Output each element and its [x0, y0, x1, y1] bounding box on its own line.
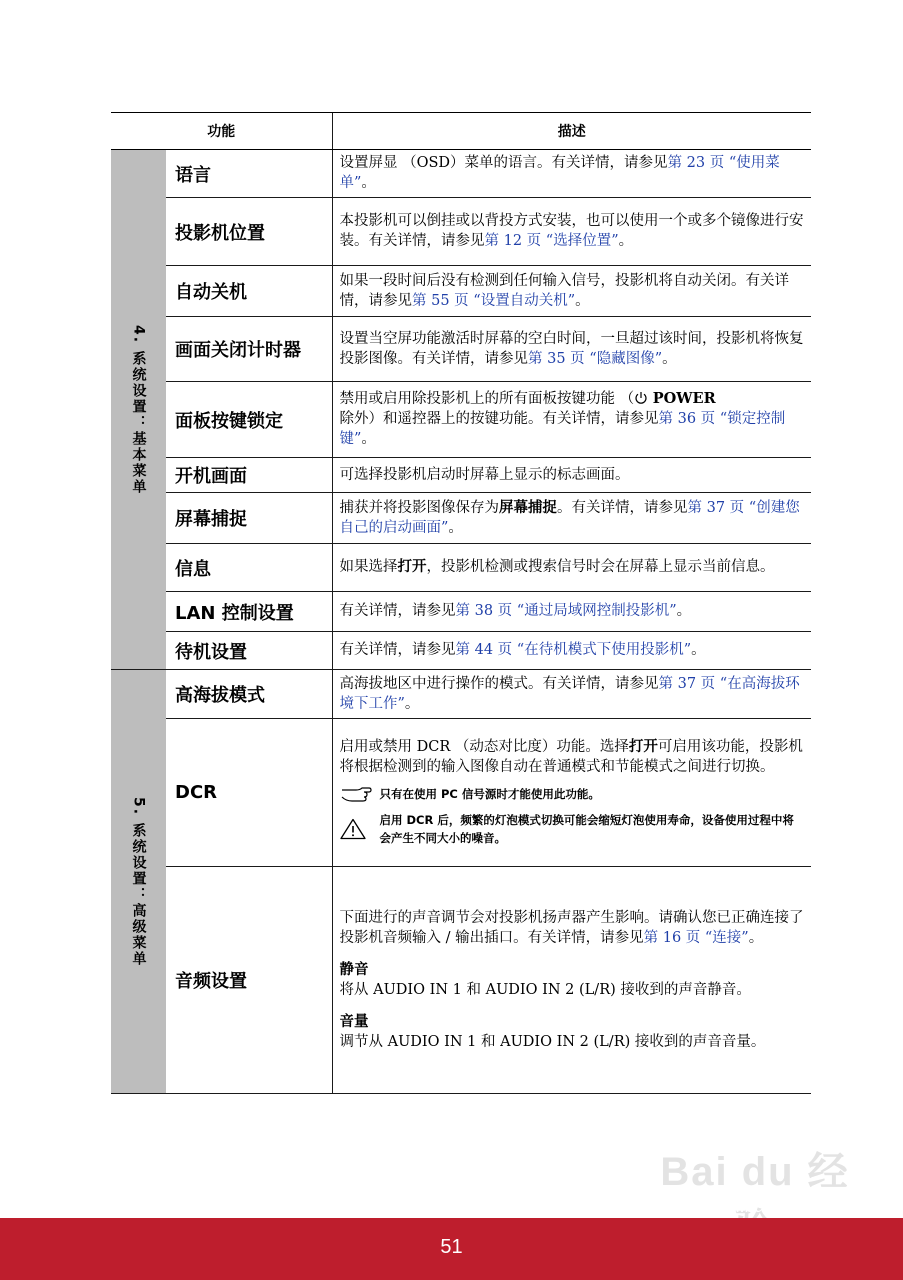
- row-description: 有关详情，请参见第 38 页 “通过局域网控制投影机”。: [332, 592, 811, 632]
- row-name: 屏幕捕捉: [166, 493, 332, 544]
- section-title: 4. 系统设置：基本菜单: [130, 324, 147, 495]
- mute-title: 静音: [339, 961, 369, 978]
- row-name: 画面关闭计时器: [166, 317, 332, 382]
- row-name: 面板按键锁定: [166, 382, 332, 458]
- table-row: [111, 670, 811, 719]
- row-name: 高海拔模式: [166, 670, 332, 719]
- settings-table: [111, 112, 811, 1094]
- watermark-url: jingyan.baidu.com: [682, 1196, 828, 1216]
- page-link[interactable]: 第 55 页 “设置自动关机”: [412, 292, 576, 309]
- watermark-url-wrap: [640, 1192, 870, 1217]
- row-description: 禁用或启用除投影机上的所有面板按键功能 （ POWER 除外）和遥控器上的按键功能。有关详情，请参见第 36 页 “锁定控制键”。: [332, 382, 811, 458]
- table-row: [111, 266, 811, 317]
- page-link[interactable]: 第 23 页 “使用菜单”: [339, 155, 780, 191]
- table-row: [111, 458, 811, 493]
- volume-text: 调节从 AUDIO IN 1 和 AUDIO IN 2 (L/R) 接收到的声音音量。: [339, 1033, 766, 1050]
- row-description: 可选择投影机启动时屏幕上显示的标志画面。: [332, 458, 811, 493]
- page-link[interactable]: 第 16 页 “连接”: [643, 929, 749, 946]
- table-row: [111, 719, 811, 867]
- section-advanced-menu: [111, 670, 166, 1094]
- table-row: [111, 317, 811, 382]
- header-description: 描述: [332, 113, 811, 150]
- row-description: 捕获并将投影图像保存为屏幕捕捉。有关详情，请参见第 37 页 “创建您自己的启动画面”。: [332, 493, 811, 544]
- warning-note: 启用 DCR 后，频繁的灯泡模式切换可能会缩短灯泡使用寿命，设备使用过程中将会产生不同大小的噪音。: [340, 811, 806, 847]
- row-name: 待机设置: [166, 632, 332, 670]
- page-link[interactable]: 第 12 页 “选择位置”: [484, 233, 619, 249]
- row-description: 有关详情，请参见第 44 页 “在待机模式下使用投影机”。: [332, 632, 811, 670]
- page-link[interactable]: 第 36 页 “锁定控制键”: [339, 411, 786, 447]
- table-row: [111, 867, 811, 1094]
- table-row: [111, 632, 811, 670]
- page-link[interactable]: 第 38 页 “通过局域网控制投影机”: [455, 603, 677, 619]
- row-name: 开机画面: [166, 458, 332, 493]
- table-row: [111, 150, 811, 198]
- section-title: 5. 系统设置：高级菜单: [130, 796, 147, 967]
- table-row: [111, 592, 811, 632]
- row-name: 信息: [166, 544, 332, 592]
- warning-icon: [340, 818, 380, 840]
- page-number: 51: [440, 1236, 463, 1258]
- mute-text: 将从 AUDIO IN 1 和 AUDIO IN 2 (L/R) 接收到的声音静音。: [339, 981, 751, 998]
- row-description: 设置屏显 （OSD）菜单的语言。有关详情，请参见第 23 页 “使用菜单”。: [332, 150, 811, 198]
- row-description: 高海拔地区中进行操作的模式。有关详情，请参见第 37 页 “在高海拔环境下工作”。: [332, 670, 811, 719]
- page-link[interactable]: 第 44 页 “在待机模式下使用投影机”: [455, 642, 692, 658]
- page-link[interactable]: 第 35 页 “隐藏图像”: [528, 350, 663, 367]
- pointing-hand-icon: [340, 785, 380, 803]
- note: 只有在使用 PC 信号源时才能使用此功能。: [340, 785, 806, 803]
- table-row: [111, 544, 811, 592]
- row-name: LAN 控制设置: [166, 592, 332, 632]
- table-header: [111, 113, 811, 150]
- table-row: [111, 493, 811, 544]
- row-description: 下面进行的声音调节会对投影机扬声器产生影响。请确认您已正确连接了投影机音频输入 / 输出插口。有关详情，请参见第 16 页 “连接”。 静音 将从 AUDIO IN 1 和 AUDIO IN 2 (L/R) 接收到的声音静音。 音量 调节从 AUDIO IN 1 和 AUDIO IN 2 (L/R) 接收到的声音音量。: [332, 867, 811, 1094]
- power-icon: [634, 391, 648, 407]
- watermark-logo: Bai du 经: [660, 1150, 850, 1194]
- row-name: DCR: [166, 719, 332, 867]
- row-description: 设置当空屏功能激活时屏幕的空白时间，一旦超过该时间，投影机将恢复投影图像。有关详情，请参见第 35 页 “隐藏图像”。: [332, 317, 811, 382]
- table-row: [111, 198, 811, 266]
- row-description: 如果一段时间后没有检测到任何输入信号，投影机将自动关闭。有关详情，请参见第 55 页 “设置自动关机”。: [332, 266, 811, 317]
- header-function: 功能: [111, 113, 332, 150]
- page-link[interactable]: 第 37 页 “创建您自己的启动画面”: [339, 499, 800, 536]
- volume-title: 音量: [339, 1013, 369, 1030]
- row-name: 自动关机: [166, 266, 332, 317]
- page-link[interactable]: 第 37 页 “在高海拔环境下工作”: [339, 675, 800, 712]
- section-basic-menu: [111, 150, 166, 670]
- row-name: 投影机位置: [166, 198, 332, 266]
- row-description: 本投影机可以倒挂或以背投方式安装，也可以使用一个或多个镜像进行安装。有关详情，请参见第 12 页 “选择位置”。: [332, 198, 811, 266]
- row-name: 语言: [166, 150, 332, 198]
- table-row: [111, 382, 811, 458]
- row-description: 如果选择打开，投影机检测或搜索信号时会在屏幕上显示当前信息。: [332, 544, 811, 592]
- row-name: 音频设置: [166, 867, 332, 1094]
- row-description: 启用或禁用 DCR （动态对比度）功能。选择打开可启用该功能，投影机将根据检测到的输入图像自动在普通模式和节能模式之间进行切换。 只有在使用 PC 信号源时才能使用此功能。 启用 DCR 后，频繁的灯泡模式切换可能会缩短灯泡使用寿命，设备使用过程中将会产生不同大小的噪音。: [332, 719, 811, 867]
